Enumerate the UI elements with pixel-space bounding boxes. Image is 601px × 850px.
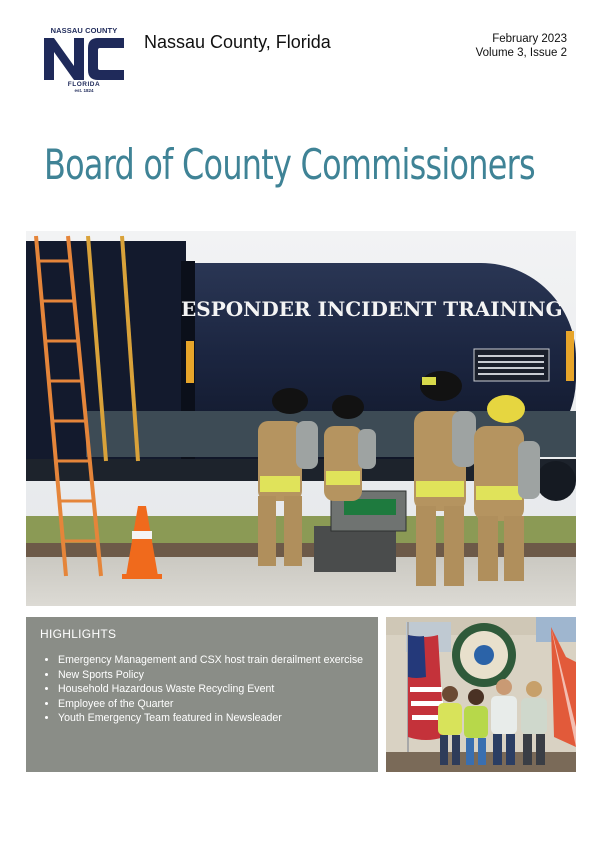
county-logo xyxy=(42,26,126,98)
highlight-item: • Youth Emergency Team featured in Newsleader xyxy=(58,711,364,726)
county-name: Nassau County, Florida xyxy=(144,32,331,52)
youth-team-photo xyxy=(386,617,576,772)
issue-info xyxy=(476,32,567,60)
logo-state: FLORIDA xyxy=(67,81,101,88)
highlights-box xyxy=(26,617,378,772)
highlight-item: • New Sports Policy xyxy=(58,668,364,683)
hero-photo xyxy=(26,231,576,606)
train-training-photo xyxy=(26,231,576,606)
highlights-heading: HIGHLIGHTS xyxy=(40,627,117,641)
highlight-item: • Household Hazardous Waste Recycling Event xyxy=(58,682,364,697)
issue-volume: Volume 3, Issue 2 xyxy=(475,47,567,59)
youth-emergency-team-image xyxy=(386,617,576,772)
highlight-item: • Employee of the Quarter xyxy=(58,697,364,712)
logo-est: est. 1824 xyxy=(74,88,94,93)
highlights-list xyxy=(40,653,364,726)
nc-logo-mark xyxy=(44,36,124,80)
page-title: Board of County Commissioners xyxy=(44,140,535,189)
issue-date: February 2023 xyxy=(492,33,567,45)
tank-lettering: ESPONDER INCIDENT TRAINING xyxy=(181,297,563,321)
logo-top-text: NASSAU COUNTY xyxy=(50,26,118,35)
highlight-item: • Emergency Management and CSX host train derailment exercise xyxy=(58,653,364,668)
